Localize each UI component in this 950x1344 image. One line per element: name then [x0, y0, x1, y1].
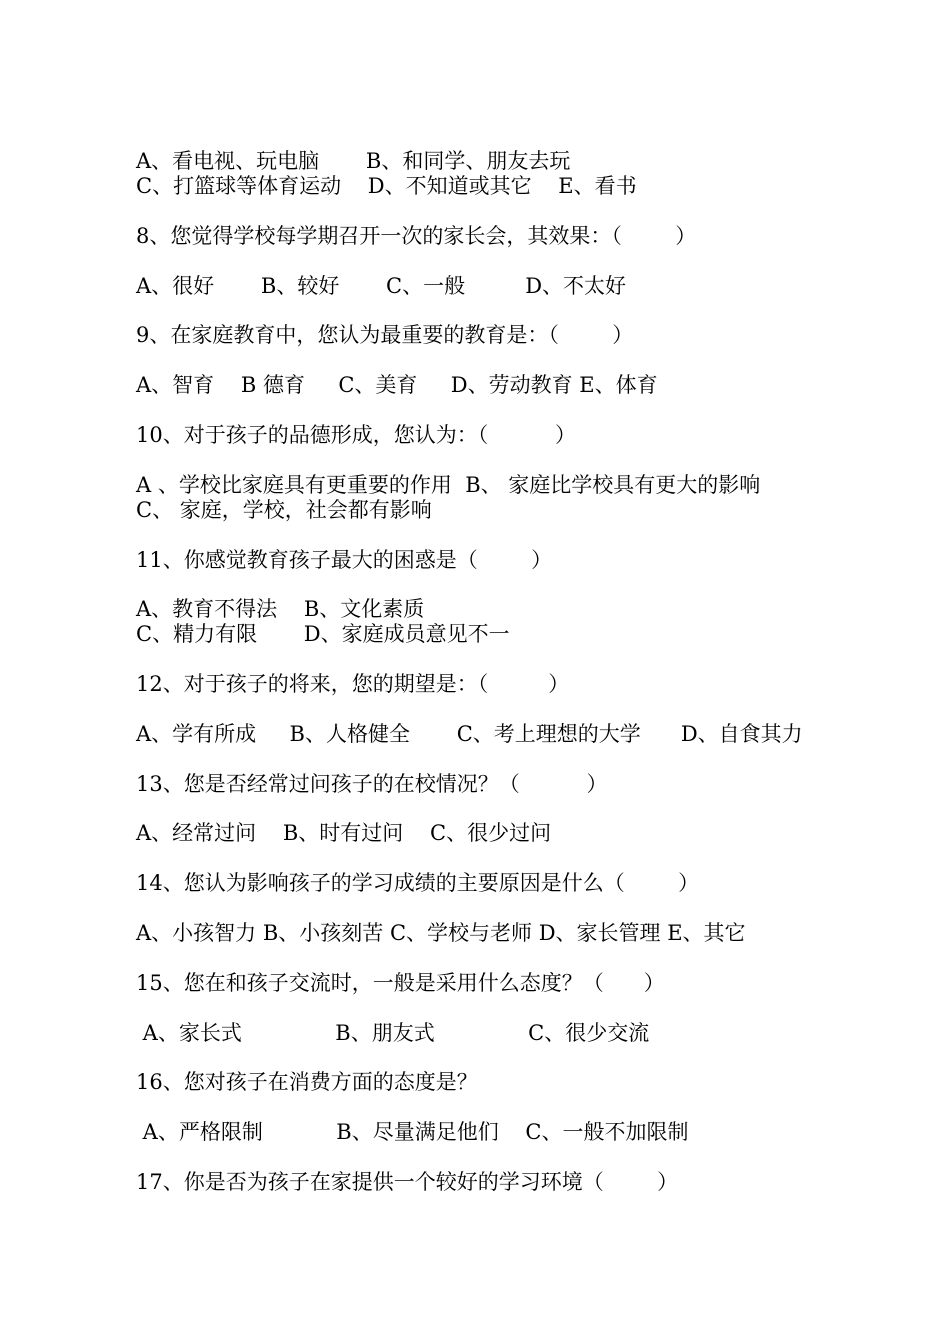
option-line-q11-cd: C、精力有限 D、家庭成员意见不一	[136, 622, 510, 646]
option-line-q15: A、家长式 B、朋友式 C、很少交流	[136, 1021, 650, 1045]
option-line-q13: A、经常过问 B、时有过问 C、很少过问	[136, 821, 552, 845]
question-14: 14、您认为影响孩子的学习成绩的主要原因是什么（ ）	[136, 871, 700, 895]
question-16: 16、您对孩子在消费方面的态度是？	[136, 1070, 478, 1094]
option-line-q12: A、学有所成 B、人格健全 C、考上理想的大学 D、自食其力	[136, 722, 803, 746]
question-12: 12、对于孩子的将来，您的期望是：（ ）	[136, 672, 570, 696]
question-10: 10、对于孩子的品德形成，您认为：（ ）	[136, 423, 576, 447]
question-15: 15、您在和孩子交流时，一般是采用什么态度？（ ）	[136, 971, 665, 995]
option-line-q10-ab: A 、学校比家庭具有更重要的作用 B、 家庭比学校具有更大的影响	[136, 473, 761, 497]
option-line-q10-c: C、 家庭，学校，社会都有影响	[136, 498, 432, 522]
option-line-q7-ab: A、看电视、玩电脑 B、和同学、朋友去玩	[136, 149, 571, 173]
option-line-q11-ab: A、教育不得法 B、文化素质	[136, 597, 425, 621]
option-line-q16: A、严格限制 B、尽量满足他们 C、一般不加限制	[136, 1120, 689, 1144]
question-11: 11、你感觉教育孩子最大的困惑是（ ）	[136, 548, 553, 572]
question-13: 13、您是否经常过问孩子的在校情况？（ ）	[136, 772, 608, 796]
question-8: 8、您觉得学校每学期召开一次的家长会，其效果：（ ）	[136, 224, 697, 248]
option-line-q14: A、小孩智力 B、小孩刻苦 C、学校与老师 D、家长管理 E、其它	[136, 921, 746, 945]
question-9: 9、在家庭教育中，您认为最重要的教育是：（ ）	[136, 323, 634, 347]
option-line-q7-cde: C、打篮球等体育运动 D、不知道或其它 E、看书	[136, 174, 637, 198]
question-17: 17、你是否为孩子在家提供一个较好的学习环境（ ）	[136, 1170, 679, 1194]
option-line-q9: A、智育 B 德育 C、美育 D、劳动教育 E、体育	[136, 373, 658, 397]
option-line-q8: A、很好 B、较好 C、一般 D、不太好	[136, 274, 627, 298]
